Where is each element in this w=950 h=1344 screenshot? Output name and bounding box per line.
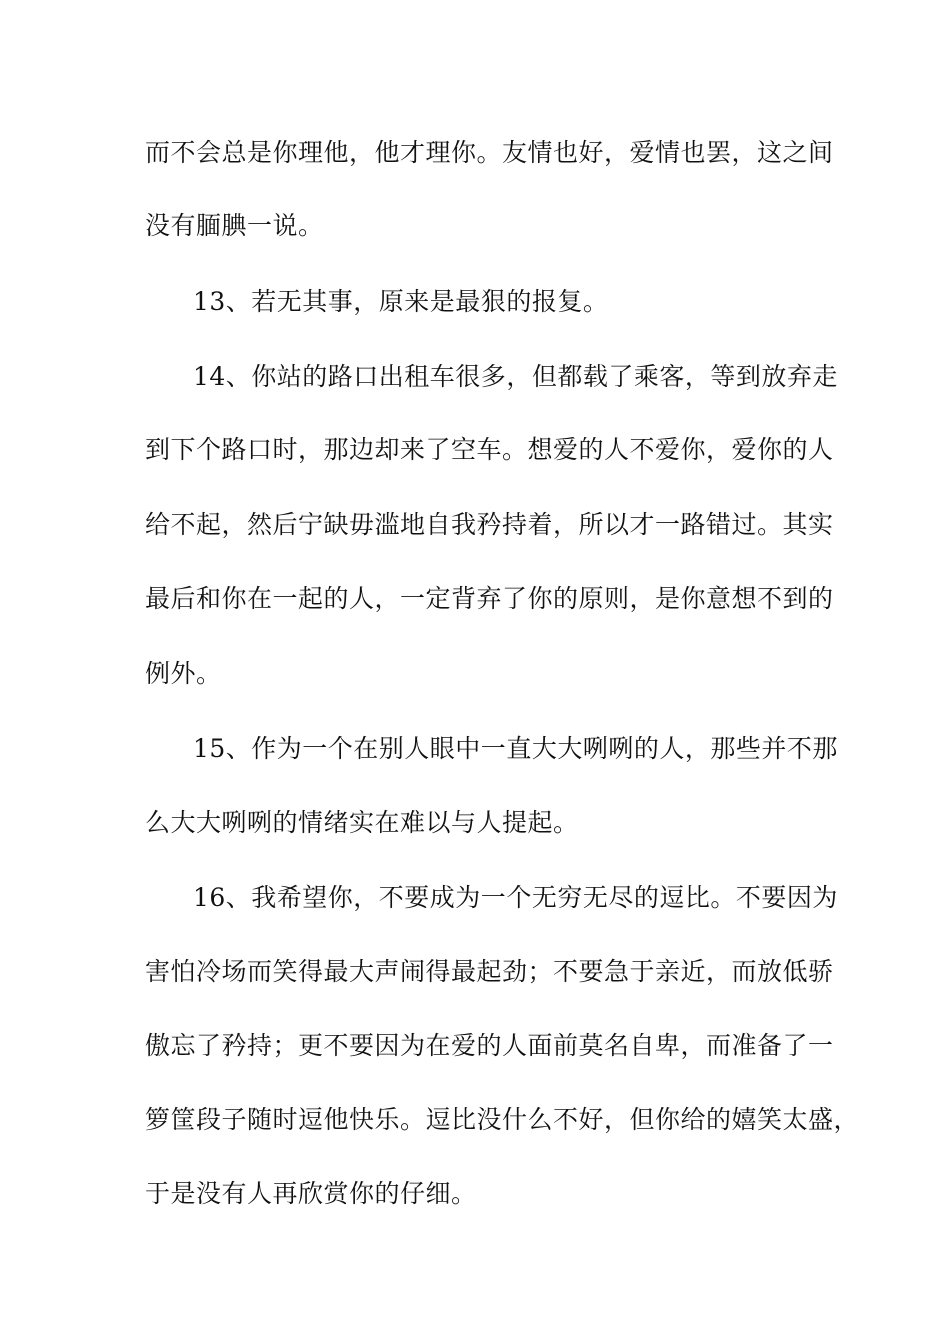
text-line: 害怕冷场而笑得最大声闹得最起劲；不要急于亲近，而放低骄 xyxy=(145,957,834,986)
text-line: 而不会总是你理他，他才理你。友情也好，爱情也罢，这之间 xyxy=(145,138,834,167)
text-line: 到下个路口时，那边却来了空车。想爱的人不爱你，爱你的人 xyxy=(145,435,834,464)
text-line: 给不起，然后宁缺毋滥地自我矜持着，所以才一路错过。其实 xyxy=(145,510,834,539)
text-line: 最后和你在一起的人，一定背弃了你的原则，是你意想不到的 xyxy=(145,584,834,613)
text-line: 么大大咧咧的情绪实在难以与人提起。 xyxy=(145,808,579,837)
list-item-14: 14、你站的路口出租车很多，但都载了乘客，等到放弃走 xyxy=(193,362,838,391)
text-line: 箩筐段子随时逗他快乐。逗比没什么不好，但你给的嬉笑太盛， xyxy=(145,1105,860,1134)
text-line: 傲忘了矜持；更不要因为在爱的人面前莫名自卑，而准备了一 xyxy=(145,1031,834,1060)
text-line: 于是没有人再欣赏你的仔细。 xyxy=(145,1179,477,1208)
text-line: 没有腼腆一说。 xyxy=(145,211,324,240)
list-item-16: 16、我希望你，不要成为一个无穷无尽的逗比。不要因为 xyxy=(193,883,838,912)
list-item-13: 13、若无其事，原来是最狠的报复。 xyxy=(193,287,609,316)
text-line: 例外。 xyxy=(145,659,222,688)
list-item-15: 15、作为一个在别人眼中一直大大咧咧的人，那些并不那 xyxy=(193,734,838,763)
